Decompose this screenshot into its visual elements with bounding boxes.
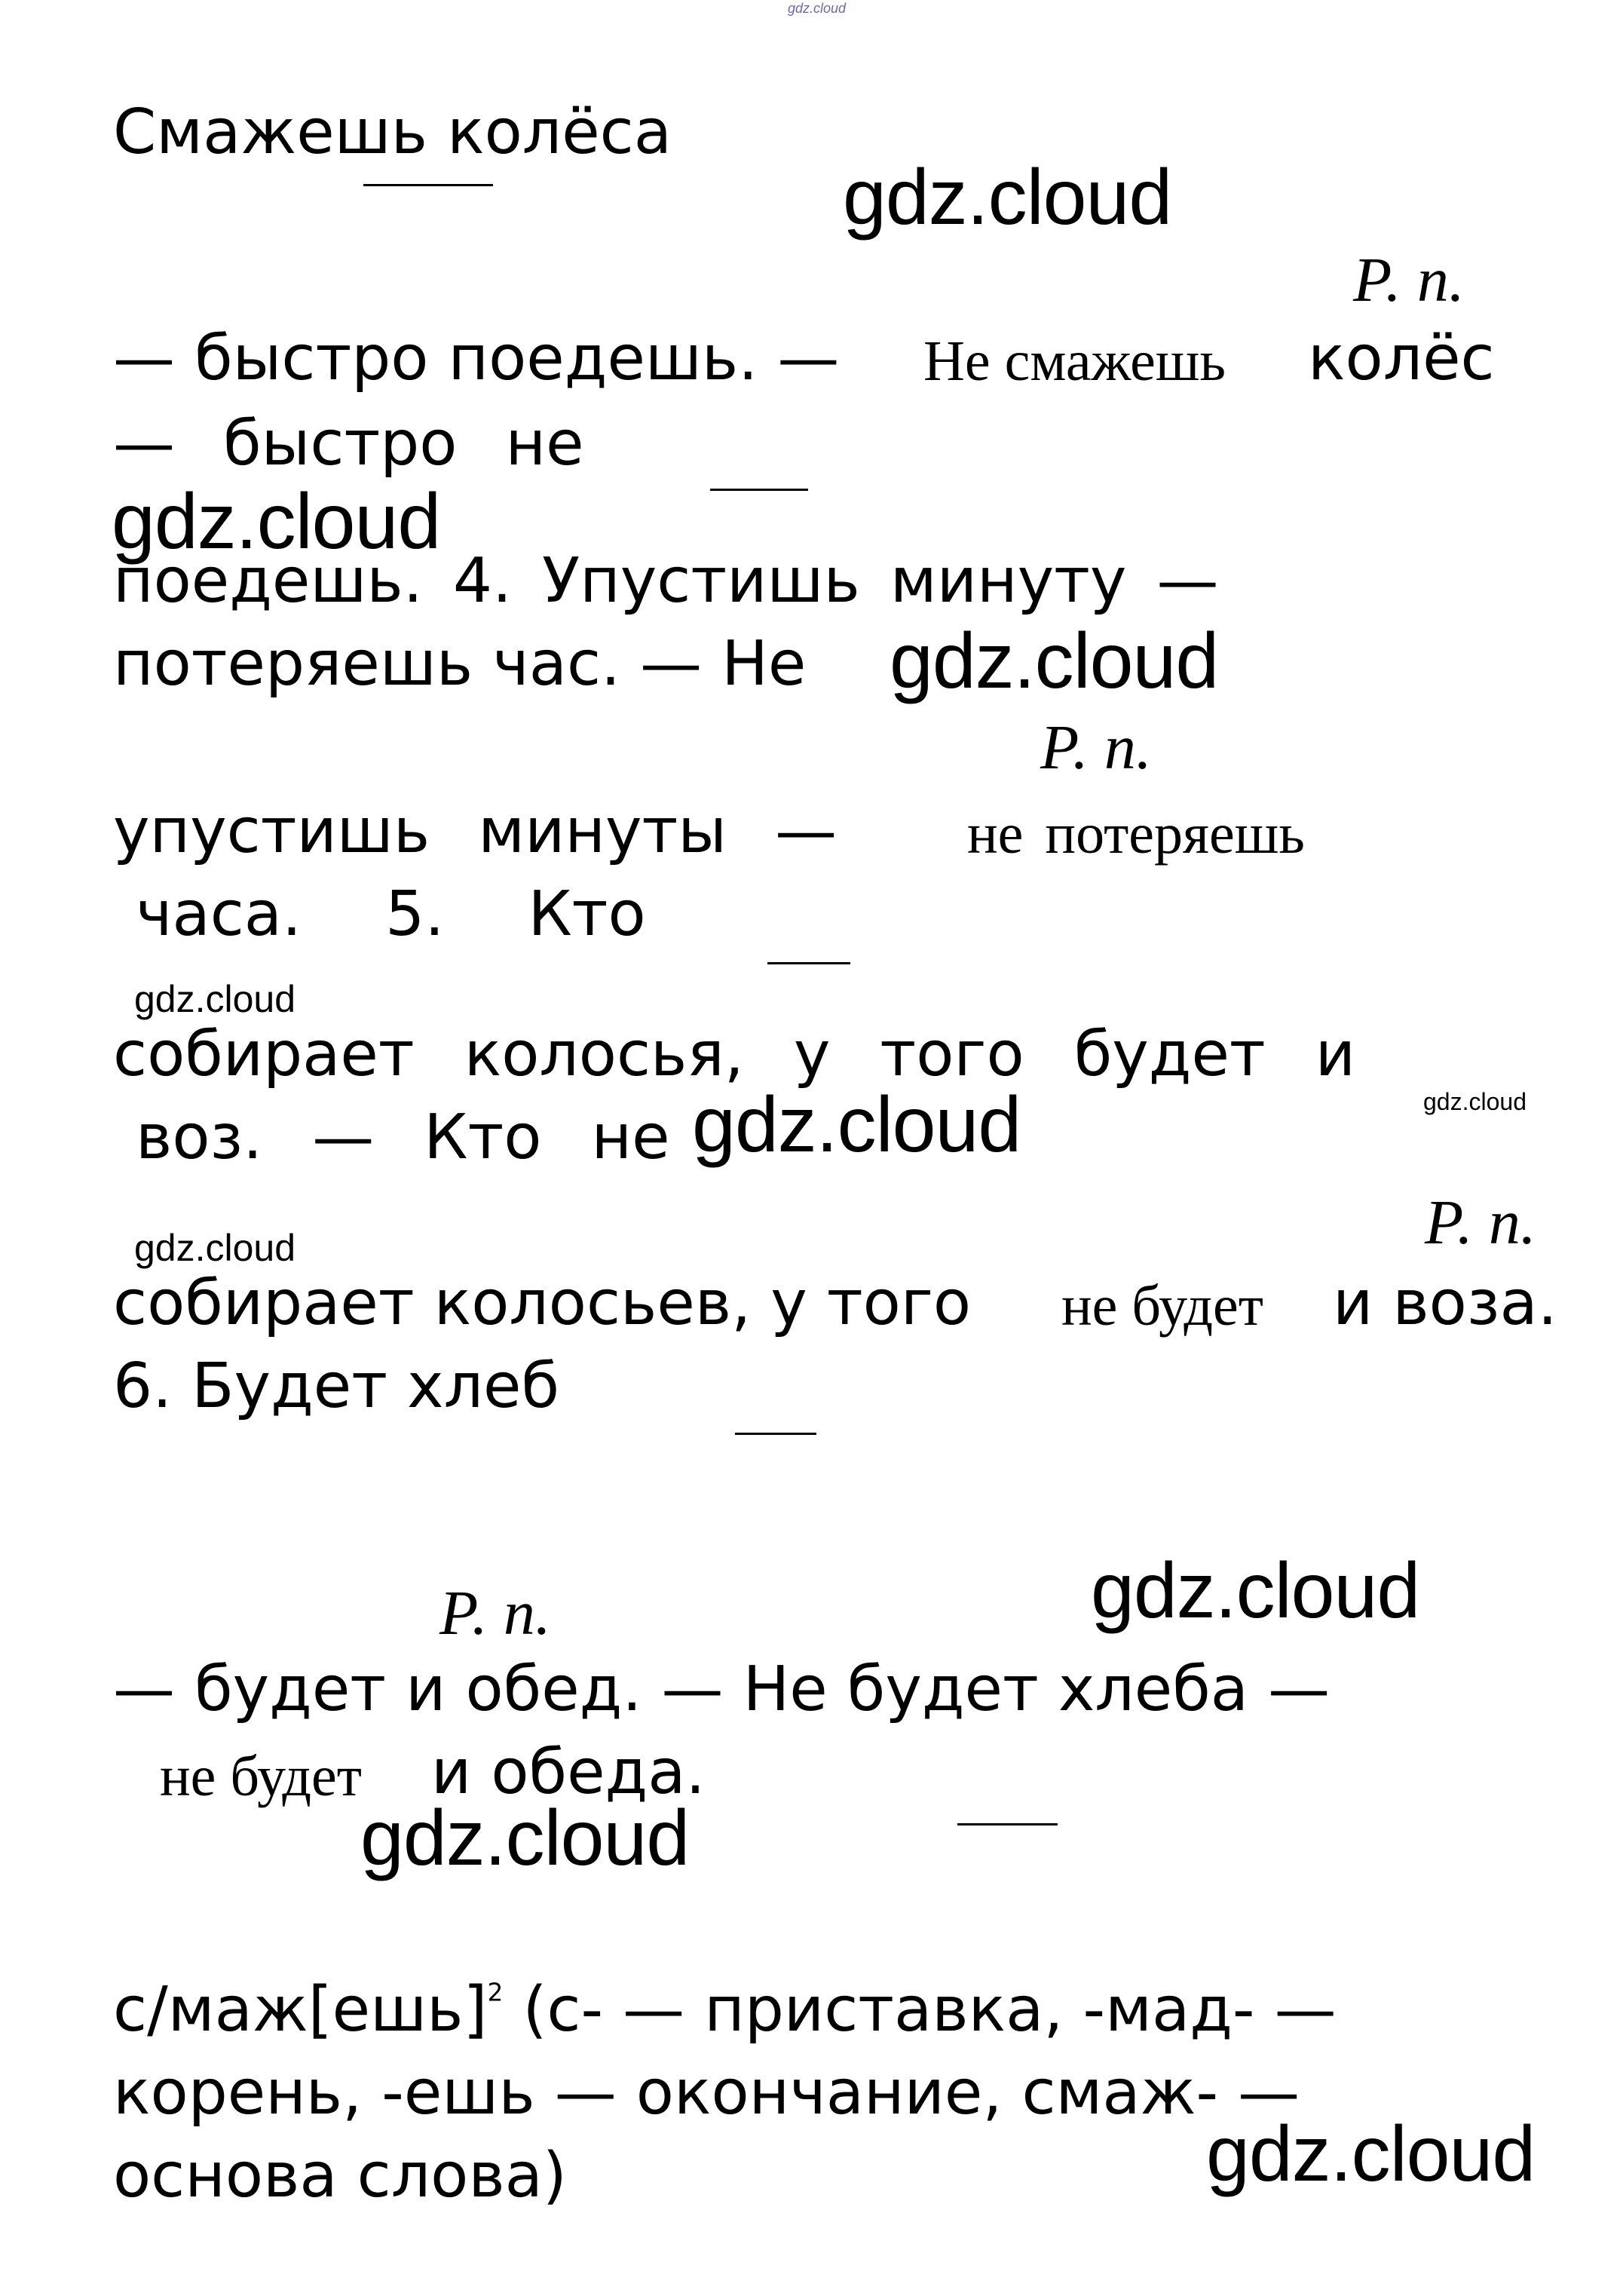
text-line-13b: и обеда. — [431, 1737, 706, 1808]
watermark-text: gdz.cloud — [1423, 1088, 1527, 1115]
text-line-1: Смажешь колёса — [113, 97, 672, 168]
watermark-text: gdz.cloud — [843, 154, 1172, 241]
watermark-text: gdz.cloud — [1091, 1547, 1420, 1635]
underline — [710, 489, 808, 491]
text-line-6a: упустишь минуты — — [113, 795, 838, 867]
underline — [767, 962, 850, 964]
text-line-11: 6. Будет хлеб — [113, 1350, 560, 1422]
superscript: 2 — [487, 1978, 504, 2007]
watermark-text: gdz.cloud — [692, 1081, 1021, 1169]
text-line-9: воз. — Кто не — [136, 1102, 670, 1173]
watermark-text: gdz.cloud — [134, 978, 296, 1020]
text-line-10a: собирает колосьев, у того — [113, 1268, 972, 1339]
text-line-10b: не будет — [1061, 1274, 1264, 1338]
underline — [957, 1823, 1058, 1825]
text-line-10c: и воза. — [1333, 1268, 1557, 1339]
text-line-2c: колёс — [1308, 323, 1495, 394]
watermark-text: gdz.cloud — [112, 478, 441, 566]
text-line-4: поедешь. 4. Упустишь минуту — — [113, 545, 1219, 617]
morpheme-explanation: (с- — приставка, -мад- — — [522, 1974, 1337, 2046]
text-line-15: корень, -ешь — окончание, смаж- — — [113, 2057, 1300, 2129]
underline — [735, 1433, 816, 1435]
text-line-16: основа слова) — [113, 2140, 567, 2212]
morpheme-parse: с/маж[ешь] — [113, 1974, 488, 2046]
watermark-text: gdz.cloud — [890, 618, 1219, 705]
case-label: Р. п. — [1040, 713, 1152, 783]
watermark-text: gdz.cloud — [134, 1227, 296, 1269]
watermark-text: gdz.cloud — [360, 1795, 690, 1882]
case-label: Р. п. — [1425, 1188, 1536, 1258]
top-watermark: gdz.cloud — [788, 1, 847, 16]
case-label: Р. п. — [439, 1578, 551, 1648]
text-line-8: собирает колосья, у того будет и — [113, 1019, 1356, 1090]
text-line-6b: не потеряешь — [967, 802, 1305, 866]
text-line-12: — будет и обед. — Не будет хлеба — — [113, 1654, 1331, 1725]
watermark-text: gdz.cloud — [1206, 2111, 1536, 2198]
text-line-14 — [113, 1974, 1337, 2046]
text-line-2a: — быстро поедешь. — — [113, 323, 840, 394]
case-label: Р. п. — [1353, 245, 1465, 315]
underline — [363, 184, 493, 186]
text-line-7: часа. 5. Кто — [136, 878, 646, 950]
text-line-3: — быстро не — [113, 408, 584, 480]
text-line-2b: Не смажешь — [923, 330, 1226, 393]
text-line-5: потеряешь час. — Не — [113, 628, 807, 700]
text-line-13a: не будет — [160, 1745, 363, 1808]
